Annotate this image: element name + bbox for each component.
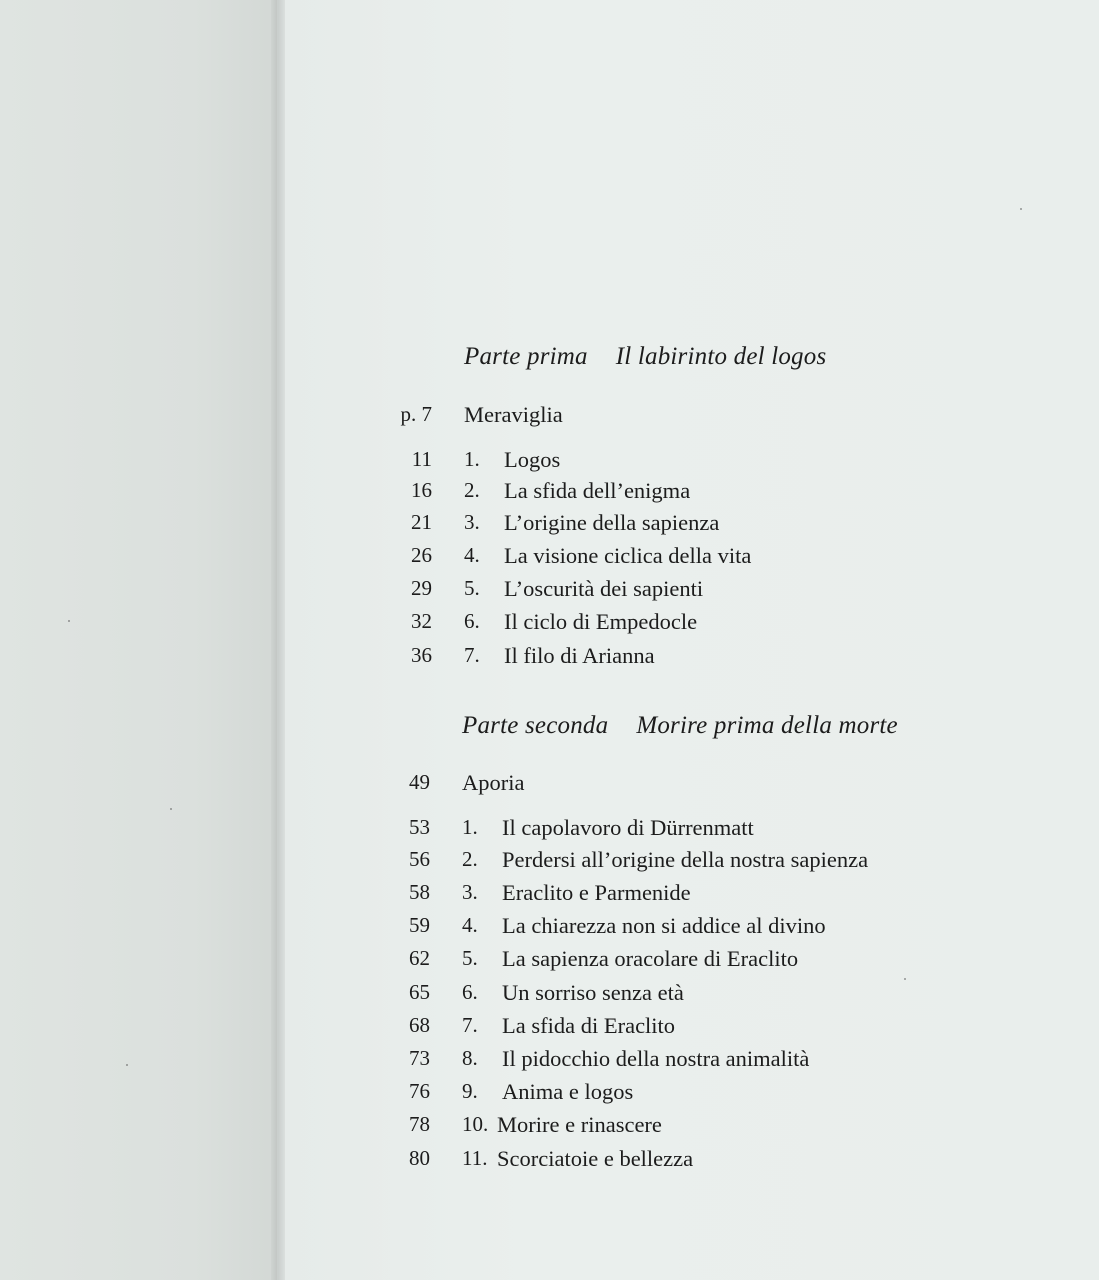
chapter-title: Anima e logos [502, 1079, 634, 1104]
page-number: 80 [409, 1146, 430, 1170]
chapter-title: Perdersi all’origine della nostra sapienza [502, 847, 869, 872]
page-number: 29 [411, 576, 432, 600]
page-number: 59 [409, 913, 430, 937]
entry-title: Meraviglia [464, 402, 563, 427]
chapter-number: 3. [464, 510, 480, 534]
page-number: p. 7 [400, 402, 432, 426]
page-number: 32 [411, 609, 432, 633]
part-heading-2 [462, 712, 898, 740]
chapter-title: Morire e rinascere [497, 1112, 662, 1137]
page-number: 78 [409, 1112, 430, 1136]
page-number: 49 [409, 770, 430, 794]
page-number: 16 [411, 478, 432, 502]
chapter-title: Un sorriso senza età [502, 980, 684, 1005]
chapter-number: 7. [462, 1013, 478, 1037]
page-number: 62 [409, 946, 430, 970]
chapter-title: Il filo di Arianna [504, 643, 655, 668]
chapter-number: 10. [462, 1112, 489, 1136]
chapter-title: La sfida di Eraclito [502, 1013, 676, 1038]
paper-speck [904, 978, 906, 980]
chapter-title: Il capolavoro di Dürrenmatt [502, 815, 754, 840]
part-label: Parte prima [464, 343, 588, 370]
page-number: 36 [411, 643, 432, 667]
chapter-number: 9. [462, 1079, 478, 1103]
page-number: 26 [411, 543, 432, 567]
chapter-number: 5. [462, 946, 478, 970]
chapter-number: 2. [464, 478, 480, 502]
page-number: 65 [409, 980, 430, 1004]
chapter-number: 3. [462, 880, 478, 904]
part-title: Il labirinto del logos [615, 343, 827, 370]
paper-speck [126, 1064, 128, 1066]
paper-speck [170, 808, 172, 810]
chapter-title: La sapienza oracolare di Eraclito [502, 946, 799, 971]
chapter-title: Eraclito e Parmenide [502, 880, 691, 905]
chapter-number: 5. [464, 576, 480, 600]
page-number: 11 [411, 447, 432, 471]
chapter-title: L’oscurità dei sapienti [504, 576, 704, 601]
page-number: 53 [409, 815, 430, 839]
chapter-title: La visione ciclica della vita [504, 543, 752, 568]
chapter-number: 6. [462, 980, 478, 1004]
page-number: 56 [409, 847, 430, 871]
chapter-title: Logos [504, 447, 561, 472]
chapter-title: Il ciclo di Empedocle [504, 609, 698, 634]
chapter-number: 6. [464, 609, 480, 633]
paper-speck [68, 620, 70, 622]
chapter-title: La chiarezza non si addice al divino [502, 913, 826, 938]
page-number: 58 [409, 880, 430, 904]
paper-speck [1020, 208, 1022, 210]
page-number: 76 [409, 1079, 430, 1103]
part-label: Parte seconda [462, 712, 609, 739]
chapter-title: L’origine della sapienza [504, 510, 720, 535]
chapter-title: La sfida dell’enigma [504, 478, 691, 503]
part-heading-1 [464, 343, 826, 371]
chapter-number: 2. [462, 847, 478, 871]
chapter-number: 8. [462, 1046, 478, 1070]
chapter-number: 4. [462, 913, 478, 937]
chapter-number: 4. [464, 543, 480, 567]
chapter-number: 1. [462, 815, 478, 839]
part-title: Morire prima della morte [636, 712, 898, 739]
page-number: 21 [411, 510, 432, 534]
chapter-number: 7. [464, 643, 480, 667]
chapter-number: 1. [464, 447, 480, 471]
chapter-number: 11. [462, 1146, 488, 1170]
chapter-title: Il pidocchio della nostra animalità [502, 1046, 810, 1071]
page-number: 68 [409, 1013, 430, 1037]
page-number: 73 [409, 1046, 430, 1070]
entry-title: Aporia [462, 770, 525, 795]
chapter-title: Scorciatoie e bellezza [497, 1146, 694, 1171]
